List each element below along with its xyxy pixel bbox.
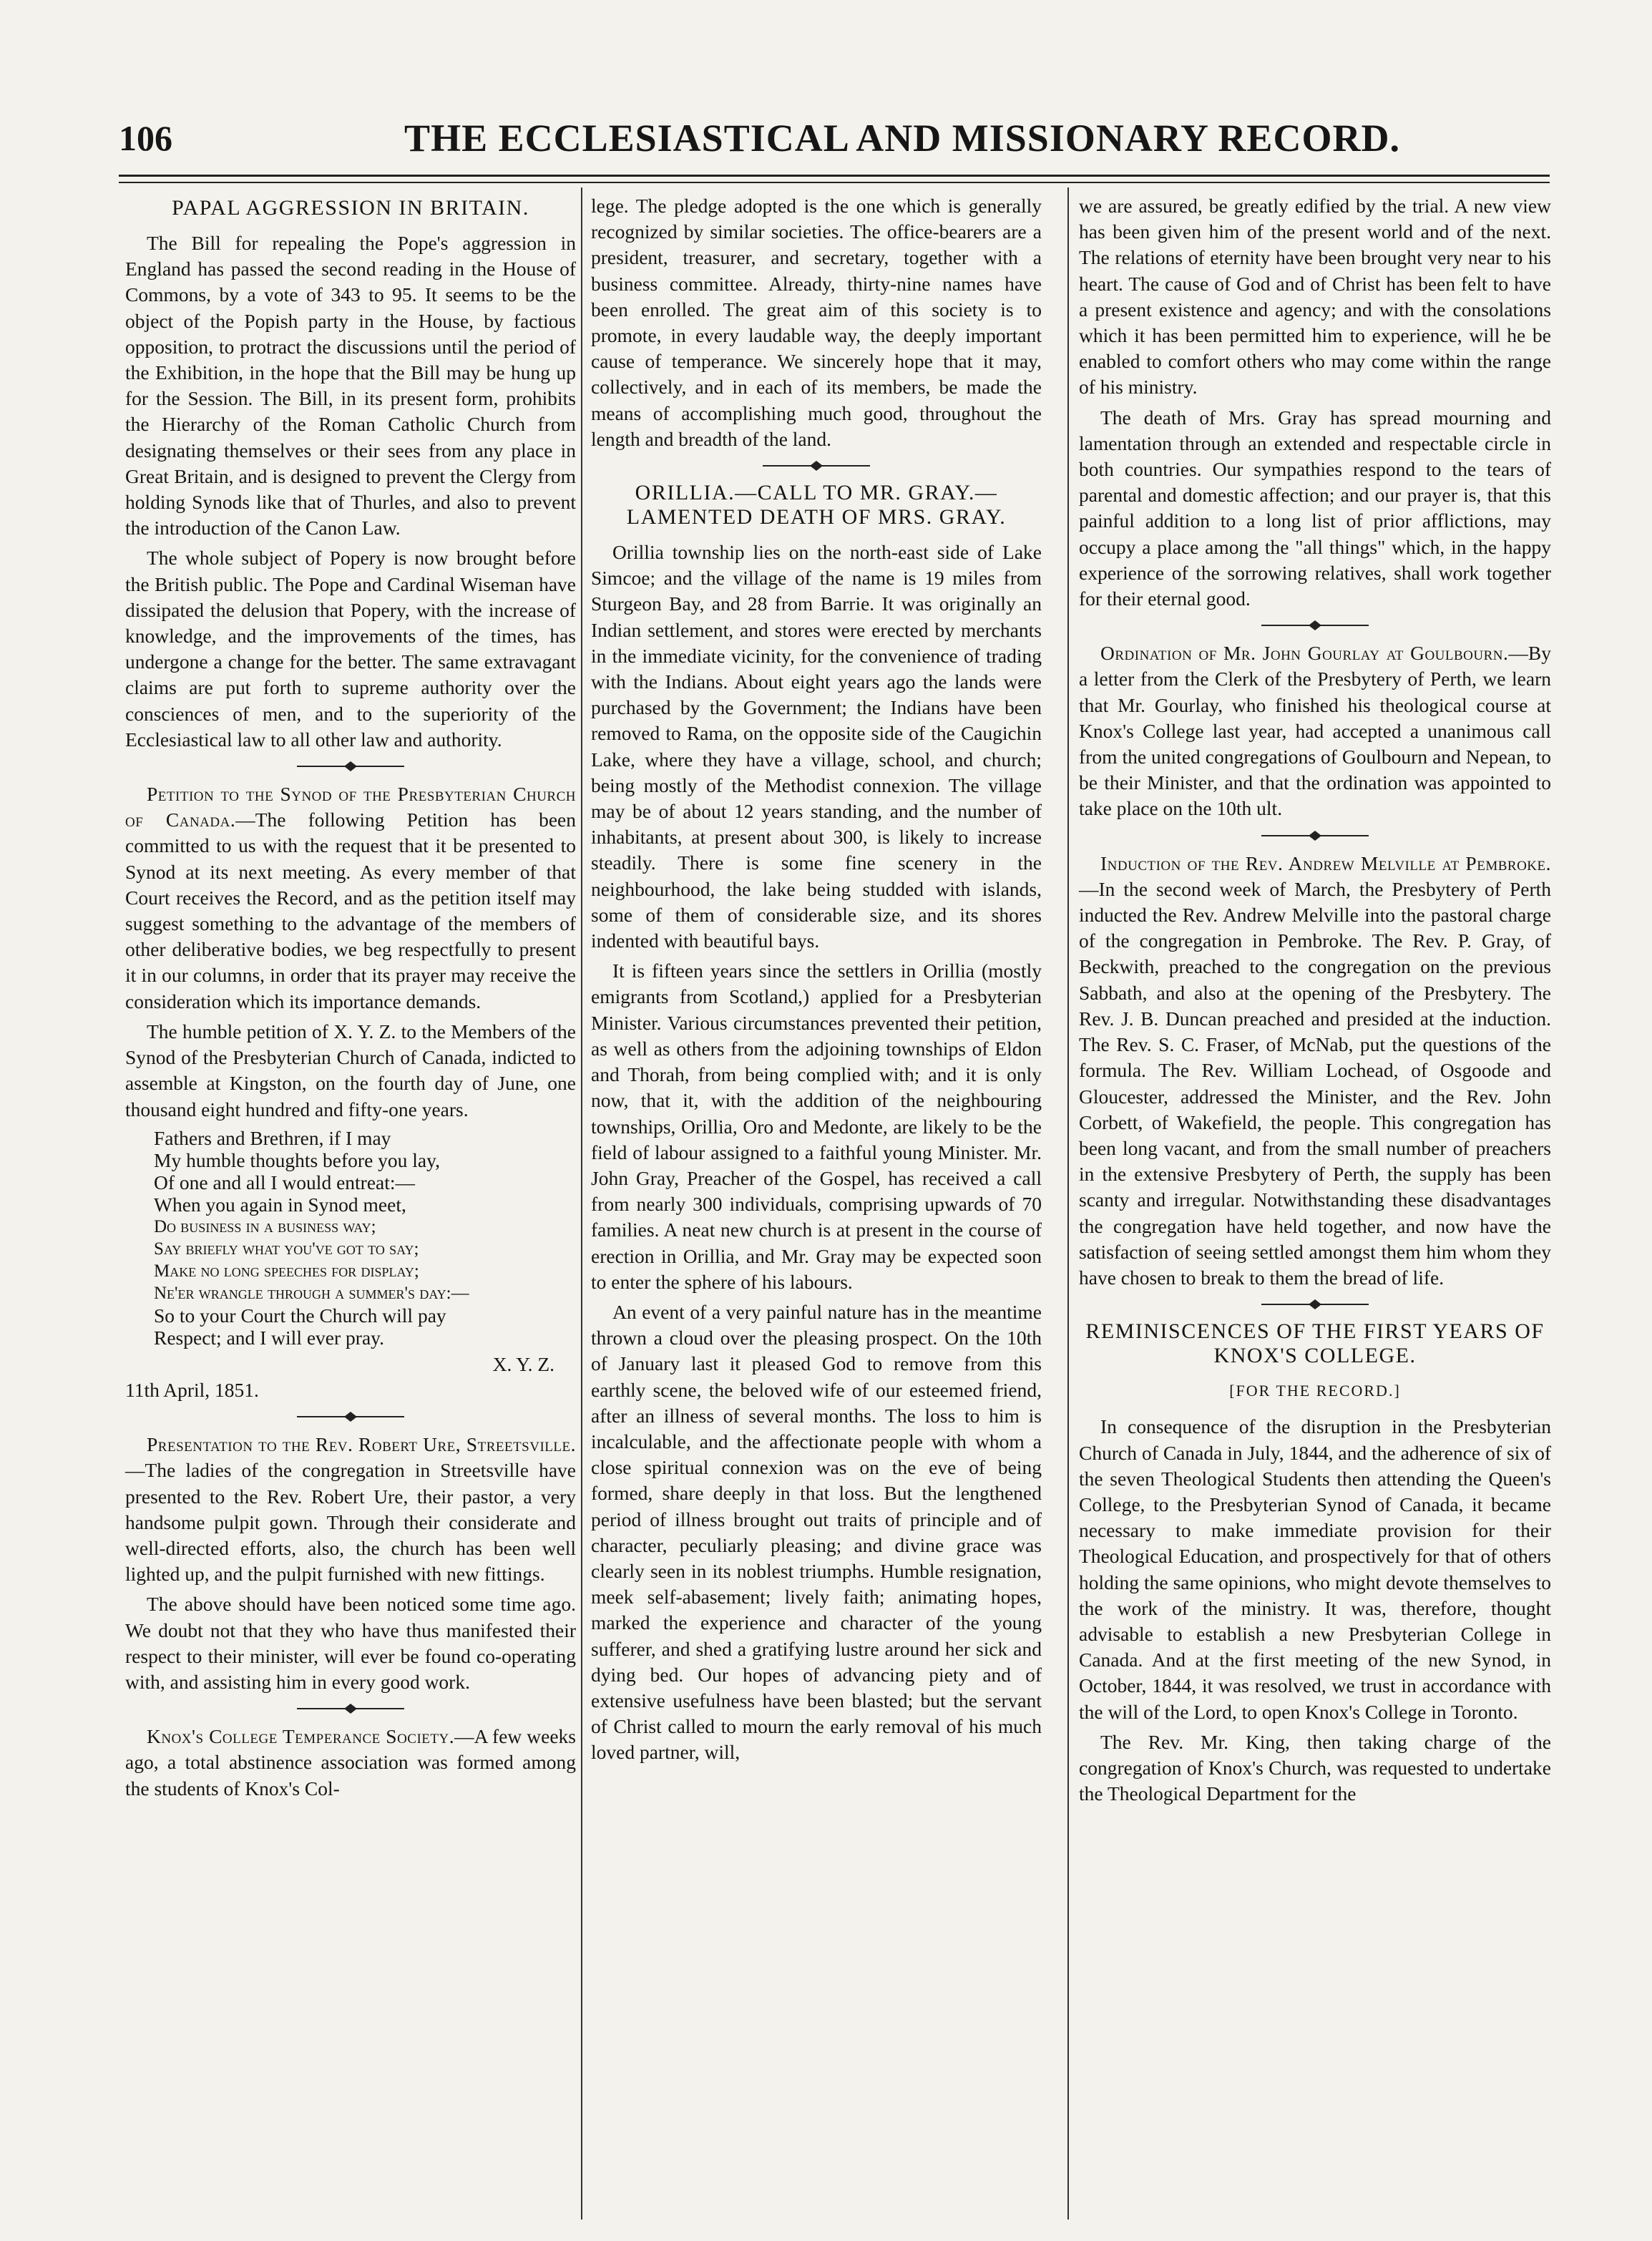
column-2 (591, 193, 1042, 1770)
poem-line: So to your Court the Church will pay (154, 1304, 446, 1327)
header-rule (119, 175, 1550, 177)
paragraph (125, 1724, 576, 1802)
poem-line: Say briefly what you've got to say; (154, 1239, 419, 1259)
ornament-divider (297, 760, 404, 773)
presentation-text: —The ladies of the congregation in Streetsville have presented to the Rev. Robert Ure, their pastor, a very handsome pulpit gown. Through their considerate and well-directed efforts, also, the church has been well lighted up, and the pulpit furnished with new fittings. (125, 1459, 576, 1586)
paragraph: The Bill for repealing the Pope's aggression in England has passed the second reading in the House of Commons, by a vote of 343 to 95. It seems to be the object of the Popish party in the House, by factious opposition, to protract the discussions until the period of the Exhibition, in the hope that the Bill may be hung up for the Session. The Bill, in its present form, prohibits the Hierarchy of the Roman Catholic Church from designating themselves or their sees from any place in Great Britain, and is designed to prevent the Clergy from holding Synods like that of Thurles, and also to prevent the introduction of the Canon Law. (125, 232, 576, 540)
poem-line: Of one and all I would entreat:— (154, 1171, 416, 1193)
paragraph: It is fifteen years since the settlers in Orillia (mostly emigrants from Scotland,) applied for a Presbyterian Minister. Various circumstances prevented their petition, as well as others from the adjoining townships of Eldon and Thorah, from being complied with; and it is only now, that it, with the addition of the neighbouring townships, Orillia, Oro and Medonte, are likely to be the field of labour assigned to a faithful young Minister. Mr. John Gray, Preacher of the Gospel, has received a call from nearly 300 individuals, comprising upwards of 70 families. A neat new church is at present in the course of erection in Orillia, and Mr. Gray may be expected soon to enter the sphere of his labours. (591, 960, 1042, 1293)
paragraph (125, 781, 576, 1015)
paragraph (1079, 851, 1551, 1291)
header-rule-thin (119, 182, 1550, 183)
column-3 (1079, 193, 1551, 1811)
presentation-heading: Presentation to the Rev. Robert Ure, Streetsville. (147, 1433, 576, 1456)
paragraph: In consequence of the disruption in the Presbyterian Church of Canada in July, 1844, and the adherence of six of the seven Theological Students then attending the Queen's College, to the Presbyterian Synod of Canada, it became necessary to make immediate provision for their Theological Education, and prospectively for that of others holding the same opinions, who might devote themselves to the work of the ministry. It was, therefore, thought advisable to establish a new Presbyterian College in Canada. And at the first meeting of the new Synod, in October, 1844, it was resolved, we trust in accordance with the will of the Lord, to open Knox's College in Toronto. (1079, 1415, 1551, 1723)
induction-text: —In the second week of March, the Presbytery of Perth inducted the Rev. Andrew Melville into the pastoral charge of the congregation in Pembroke. The Rev. P. Gray, of Beckwith, preached to the congregation on the previous Sabbath, and also at the opening of the Presbytery. The Rev. J. B. Duncan preached and presided at the induction. The Rev. S. C. Fraser, of McNab, put the questions of the formula. The Rev. William Lochead, of Osgoode and Gloucester, addressed the Minister, and the Rev. John Corbett, of Wakefield, the people. This congregation has been long vacant, and from the small number of preachers in the extensive Presbytery of Perth, the supply has been scanty and irregular. Notwithstanding these disadvantages the congregation have held together, and now have the satisfaction of seeing settled amongst them him whom they have chosen to break to them the bread of life. (1079, 877, 1551, 1289)
temperance-text: —A few weeks ago, a total abstinence association was formed among the students of Knox's Col- (125, 1725, 576, 1800)
ornament-divider (297, 1702, 404, 1715)
induction-heading: Induction of the Rev. Andrew Melville at Pembroke. (1100, 851, 1551, 874)
ornament-divider (1261, 829, 1369, 842)
page-header (119, 107, 1550, 172)
poem-line: Do business in a business way; (154, 1216, 376, 1236)
article-title-papal-aggression: PAPAL AGGRESSION IN BRITAIN. (172, 196, 529, 220)
page-number: 106 (119, 118, 172, 158)
petition-heading: Petition to the Synod of the Presbyterian Church of Canada. (125, 783, 576, 831)
paragraph: Orillia township lies on the north-east side of Lake Simcoe; and the village of the name is 19 miles from Sturgeon Bay, and 28 from Barrie. It was originally an Indian settlement, and stores were erected by merchants in the immediate vicinity, for the convenience of trading with the Indians. About eight years ago the lands were purchased by the Government; the Indians have been removed to Rama, on the opposite side of the Caugichin Lake, where they have a village, school, and church; being mostly of the Methodist connexion. The village may be of about 12 years standing, and the number of inhabitants, at present about 300, is likely to increase steadily. There is some fine scenery in the neighbourhood, the lake being studded with islands, some of them of considerable size, and its shores indented with beautiful bays. (591, 541, 1042, 952)
column-divider (581, 187, 582, 2220)
column-divider (1067, 187, 1069, 2220)
paragraph: lege. The pledge adopted is the one which is generally recognized by similar societies. The office-bearers are a president, treasurer, and secretary, together with a business committee. Already, thirty-nine names have been enrolled. The great aim of this society is to promote, in every laudable way, the deeply important cause of temperance. We sincerely hope that it may, collectively, and in each of its members, be made the means of accomplishing much good, throughout the length and breadth of the land. (591, 195, 1042, 450)
ornament-divider (1261, 619, 1369, 632)
ordination-text: —By a letter from the Clerk of the Presbytery of Perth, we learn that Mr. Gourlay, who finished his theological course at Knox's College last year, had accepted a unanimous call from the united congregations of Goulbourn and Nepean, to be their Minister, and that the ordination was appointed to take place on the 10th ult. (1079, 642, 1551, 820)
ornament-divider (1261, 1298, 1369, 1311)
paragraph: The humble petition of X. Y. Z. to the Members of the Synod of the Presbyterian Church of Canada, indicted to assemble at Kingston, on the fourth day of June, one thousand eight hundred and fifty-one years. (125, 1020, 576, 1120)
paragraph: The whole subject of Popery is now brought before the British public. The Pope and Cardinal Wiseman have dissipated the delusion that Popery, with the increase of knowledge, and the improvements of the times, has undergone a change for the better. The same extravagant claims are put forth to supreme authority over the consciences of men, and to the superiority of the Ecclesiastical law to all other law and authority. (125, 547, 576, 751)
article-title-reminiscences: REMINISCENCES OF THE FIRST YEARS OF KNOX'S COLLEGE. (1085, 1319, 1545, 1368)
petition-text: —The following Petition has been committed to us with the request that it be presented to Synod at its next meeting. As every member of that Court receives the Record, and as the petition itself may suggest something to the advantage of the members of other deliberative bodies, we beg respectfully to present it in our columns, in order that its prayer may receive the consideration which its importance demands. (125, 809, 576, 1012)
article-title-orillia: ORILLIA.—CALL TO MR. GRAY.—LAMENTED DEATH OF MRS. GRAY. (626, 481, 1007, 529)
ordination-heading: Ordination of Mr. John Gourlay at Goulbourn. (1100, 642, 1509, 665)
paragraph: The death of Mrs. Gray has spread mourning and lamentation through an extended and respectable circle in both countries. Our sympathies respond to the tears of parental and domestic affection; and our prayer is, that this painful addition to a long list of prior afflictions, may occupy a place among the "all things" which, in the happy experience of the sorrowing relatives, shall work together for their eternal good. (1079, 406, 1551, 610)
petition-poem (154, 1127, 576, 1349)
poem-line: Ne'er wrangle through a summer's day:— (154, 1283, 469, 1303)
temperance-heading: Knox's College Temperance Society. (147, 1725, 455, 1748)
poem-line: Fathers and Brethren, if I may (154, 1126, 391, 1149)
paragraph: The Rev. Mr. King, then taking charge of the congregation of Knox's Church, was requested to undertake the Theological Department for the (1079, 1730, 1551, 1805)
poem-line: When you again in Synod meet, (154, 1193, 406, 1216)
petition-date: 11th April, 1851. (125, 1378, 259, 1401)
running-title: THE ECCLESIASTICAL AND MISSIONARY RECORD. (404, 117, 1400, 160)
paragraph (125, 1432, 576, 1587)
ornament-divider (297, 1410, 404, 1423)
paragraph: An event of a very painful nature has in the meantime thrown a cloud over the pleasing prospect. On the 10th of January last it pleased God to remove from this earthly scene, the beloved wife of our esteemed friend, after an illness of several months. The loss to him is incalculable, and the affectionate people with whom a close spiritual connexion was on the eve of being formed, share deeply in that loss. But the lengthened period of illness brought out traits of principle and of character, peculiarly pleasing; and divine grace was clearly seen in its noblest triumphs. Humble resignation, meek self-abasement; lively faith; animating hopes, marked the experience and character of the young sufferer, and shed a gratifying lustre around her sick and dying bed. Our hopes of advancing piety and of extensive usefulness have been blasted; but the servant of Christ called to mourn the early removal of his much loved partner, will, (591, 1300, 1042, 1764)
article-subtitle: [FOR THE RECORD.] (1229, 1382, 1401, 1400)
paragraph: The above should have been noticed some time ago. We doubt not that they who have thus manifested their respect to their minister, will ever be found co-operating with, and assisting him in every good work. (125, 1593, 576, 1693)
paragraph: we are assured, be greatly edified by the trial. A new view has been given him of the present world and of the next. The relations of eternity have been brought very near to his heart. The cause of God and of Christ has been felt to have a present existence and agency; and with the consolations which it has been permitted him to experience, will he be enabled to comfort others who may come within the range of his ministry. (1079, 195, 1551, 399)
ornament-divider (763, 459, 870, 472)
paragraph (1079, 640, 1551, 821)
signature: X. Y. Z. (492, 1352, 554, 1375)
poem-line: Make no long speeches for display; (154, 1261, 419, 1281)
poem-line: Respect; and I will ever pray. (154, 1326, 384, 1349)
column-1 (125, 193, 576, 1806)
poem-line: My humble thoughts before you lay, (154, 1148, 440, 1171)
